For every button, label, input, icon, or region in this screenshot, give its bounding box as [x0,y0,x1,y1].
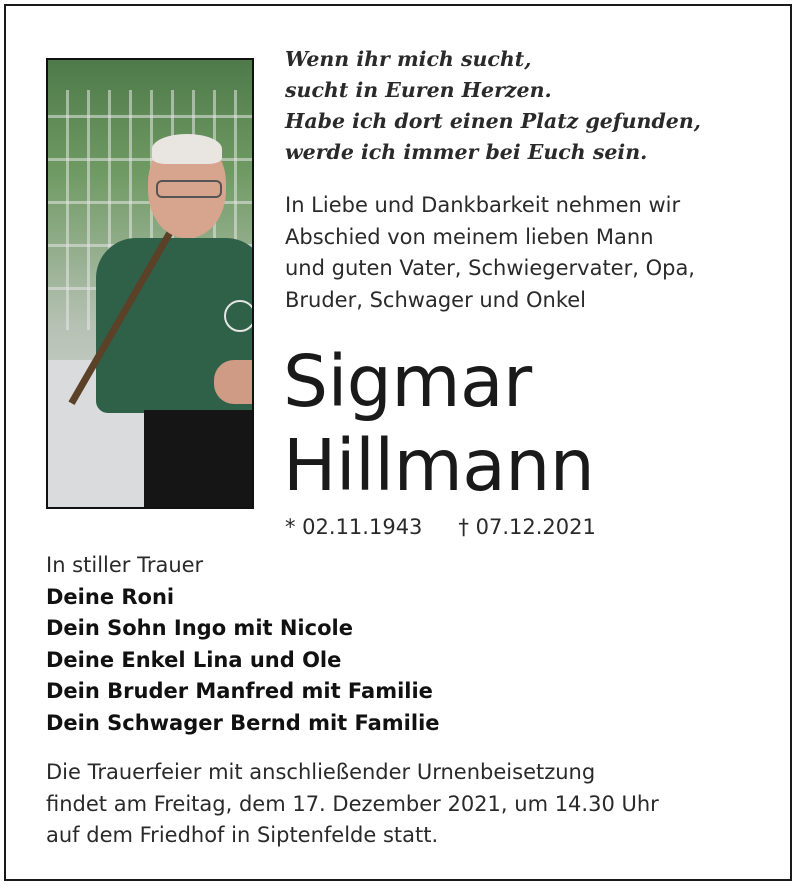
first-name: Sigmar [283,340,532,423]
poem-line: werde ich immer bei Euch sein. [285,140,648,164]
mourner-name: Dein Schwager Bernd mit Familie [46,710,440,735]
birth-date: * 02.11.1943 [285,515,423,539]
photo-hair [152,134,222,164]
poem-line: Wenn ihr mich sucht, [285,47,532,71]
intro-line: In Liebe und Dankbarkeit nehmen wir [285,193,681,217]
intro-text [285,190,695,316]
funeral-line: findet am Freitag, dem 17. Dezember 2021, um 14.30 Uhr [46,791,659,816]
photo-pants [144,410,254,509]
funeral-line: Die Trauerfeier mit anschließender Urnenbeisetzung [46,760,596,784]
deceased-name [283,340,594,508]
photo-emblem [224,300,254,332]
poem-line: Habe ich dort einen Platz gefunden, [285,109,701,133]
portrait-photo [46,58,254,509]
mourner-name: Deine Roni [46,584,175,609]
funeral-line: auf dem Friedhof in Siptenfelde statt. [46,823,439,847]
mourners-list [46,550,440,739]
intro-line: Abschied von meinem lieben Mann [285,224,654,249]
mourner-name: Dein Bruder Manfred mit Familie [46,679,433,703]
mourners-heading: In stiller Trauer [46,553,204,577]
intro-line: Bruder, Schwager und Onkel [285,287,587,312]
intro-line: und guten Vater, Schwiegervater, Opa, [285,256,695,280]
last-name: Hillmann [283,424,595,507]
poem-line: sucht in Euren Herzen. [285,78,552,102]
poem [285,44,701,168]
photo-glasses [156,180,222,198]
life-dates [285,512,596,542]
funeral-info [46,757,659,852]
mourner-name: Deine Enkel Lina und Ole [46,647,342,672]
death-date: † 07.12.2021 [458,515,596,539]
photo-arm [214,360,254,404]
mourner-name: Dein Sohn Ingo mit Nicole [46,616,353,640]
